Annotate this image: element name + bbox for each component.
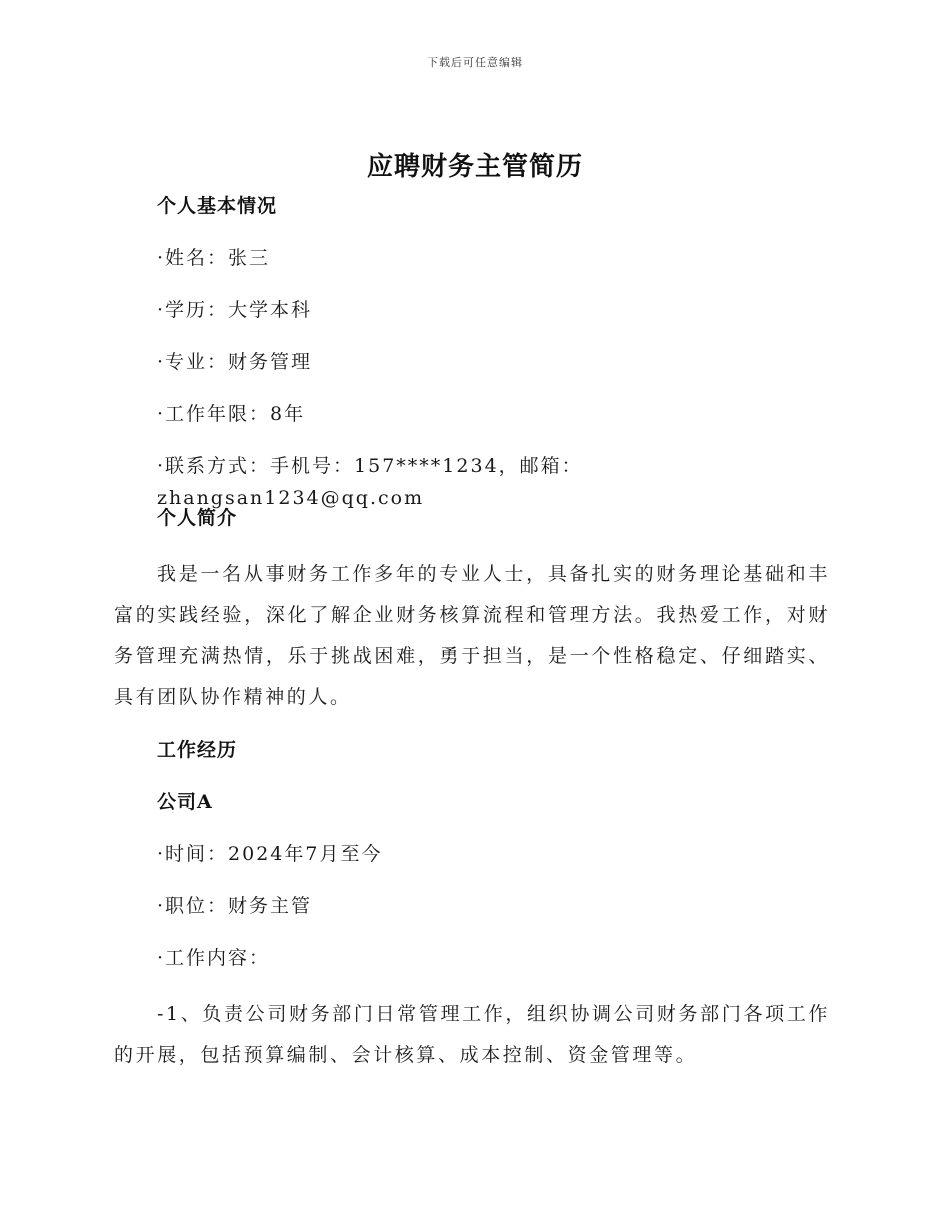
info-education: ·学历：大学本科: [157, 299, 313, 321]
info-contact: ·联系方式：手机号：157****1234，邮箱：zhangsan1234@qq.com: [157, 455, 583, 509]
experience-duty-1: -1、负责公司财务部门日常管理工作，组织协调公司财务部门各项工作的开展，包括预算编制、会计核算、成本控制、资金管理等。: [114, 1003, 830, 1066]
company-name: 公司A: [157, 791, 213, 813]
info-work-years: ·工作年限：8年: [157, 403, 306, 425]
page-header-note: 下载后可任意编辑: [427, 56, 523, 69]
document-title: 应聘财务主管简历: [366, 152, 583, 182]
info-name: ·姓名：张三: [157, 247, 271, 269]
info-major: ·专业：财务管理: [157, 351, 313, 373]
section-heading-intro: 个人简介: [157, 507, 238, 529]
section-heading-experience: 工作经历: [157, 739, 238, 761]
experience-duties-label: ·工作内容：: [157, 947, 271, 969]
experience-time: ·时间：2024年7月至今: [157, 843, 383, 865]
intro-paragraph: 我是一名从事财务工作多年的专业人士，具备扎实的财务理论基础和丰富的实践经验，深化了解企业财务核算流程和管理方法。我热爱工作，对财务管理充满热情，乐于挑战困难，勇于担当，是一个性格稳定、仔细踏实、具有团队协作精神的人。: [114, 563, 830, 708]
document-body: [114, 190, 830, 1076]
experience-position: ·职位：财务主管: [157, 895, 313, 917]
section-heading-basic-info: 个人基本情况: [157, 195, 278, 217]
